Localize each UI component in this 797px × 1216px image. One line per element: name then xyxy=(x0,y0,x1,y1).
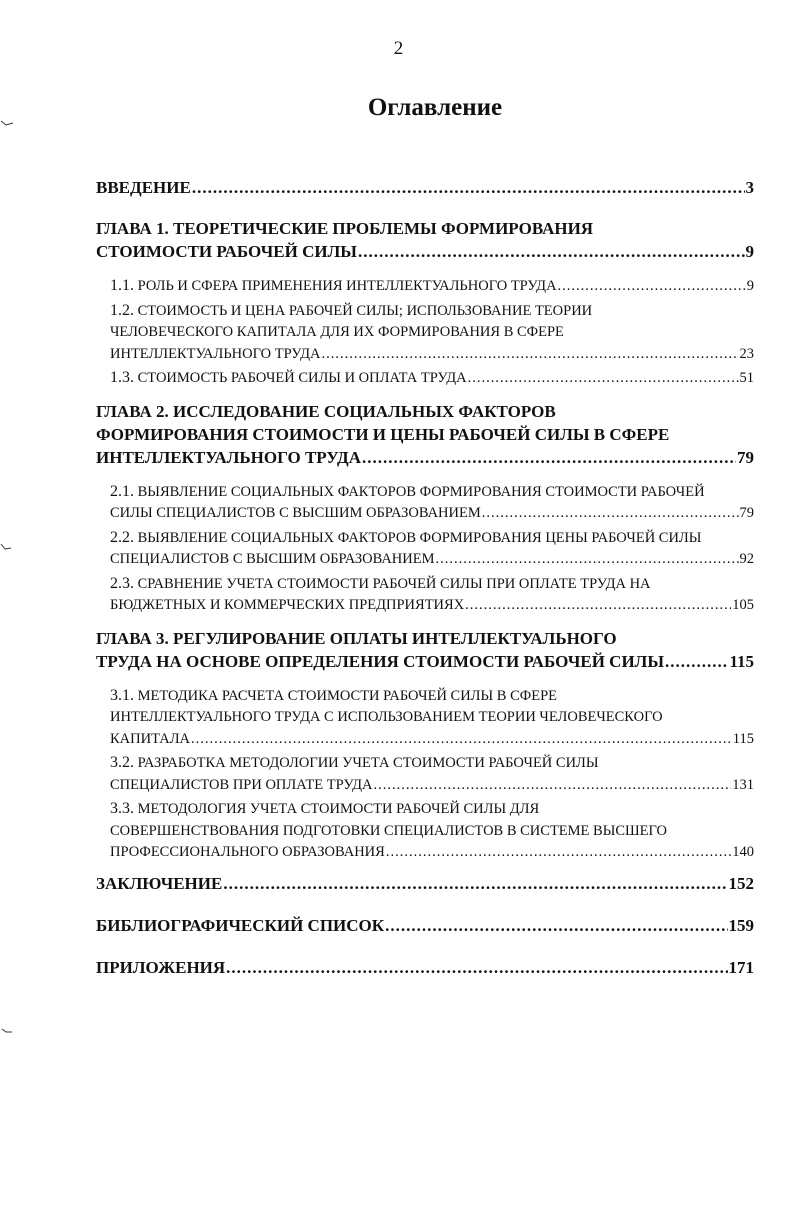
section-number: 1.2. xyxy=(110,301,134,319)
toc-entry-title-cont: ПРОФЕССИОНАЛЬНОГО ОБРАЗОВАНИЯ xyxy=(110,844,385,860)
toc-entry-title-cont: ФОРМИРОВАНИЯ СТОИМОСТИ И ЦЕНЫ РАБОЧЕЙ СИЛЫ В СФЕРЕ xyxy=(96,424,670,444)
toc-entry-title-cont: СТОИМОСТИ РАБОЧЕЙ СИЛЫ xyxy=(96,242,357,261)
leader-dots xyxy=(436,549,739,571)
leader-dots xyxy=(465,595,731,617)
toc-entry-chapter-1[interactable] xyxy=(96,217,754,263)
page-number: 2 xyxy=(393,38,404,59)
toc-entry-title: ВЫЯВЛЕНИЕ СОЦИАЛЬНЫХ ФАКТОРОВ ФОРМИРОВАНИЯ ЦЕНЫ РАБОЧЕЙ СИЛЫ xyxy=(137,529,702,546)
leader-dots xyxy=(374,775,732,797)
toc-page-number: 9 xyxy=(746,278,754,294)
toc-entry-section-2-2[interactable] xyxy=(96,527,754,571)
leader-dots xyxy=(192,176,745,199)
leader-dots xyxy=(386,842,731,864)
toc-page-number: 79 xyxy=(737,447,754,467)
toc-entry-title-cont: СПЕЦИАЛИСТОВ ПРИ ОПЛАТЕ ТРУДА xyxy=(110,776,373,793)
toc-page-number: 92 xyxy=(739,551,754,567)
toc-entry-title: ГЛАВА 3. РЕГУЛИРОВАНИЕ ОПЛАТЫ ИНТЕЛЛЕКТУАЛЬНОГО xyxy=(96,628,617,648)
toc-page-number: 159 xyxy=(728,915,754,935)
toc-entry-title-cont: ТРУДА НА ОСНОВЕ ОПРЕДЕЛЕНИЯ СТОИМОСТИ РАБОЧЕЙ СИЛЫ xyxy=(96,651,665,671)
toc-entry-conclusion[interactable] xyxy=(96,872,754,895)
leader-dots xyxy=(226,956,727,979)
toc-page-number: 3 xyxy=(745,178,754,197)
toc-page-number: 79 xyxy=(739,505,754,521)
leader-dots xyxy=(191,729,732,751)
section-number: 2.1. xyxy=(110,482,134,500)
page-title: Оглавление xyxy=(367,94,503,121)
toc-entry-title-cont: КАПИТАЛА xyxy=(110,730,190,747)
toc-page-number: 115 xyxy=(729,651,754,671)
toc-entry-title-cont: СОВЕРШЕНСТВОВАНИЯ ПОДГОТОВКИ СПЕЦИАЛИСТОВ В СИСТЕМЕ ВЫСШЕГО xyxy=(110,822,668,839)
toc-entry-title: РАЗРАБОТКА МЕТОДОЛОГИИ УЧЕТА СТОИМОСТИ РАБОЧЕЙ СИЛЫ xyxy=(137,755,599,771)
toc-entry-title: БИБЛИОГРАФИЧЕСКИЙ СПИСОК xyxy=(96,915,385,935)
toc-entry-title: ВВЕДЕНИЕ xyxy=(96,178,191,197)
toc-entry-title: МЕТОДИКА РАСЧЕТА СТОИМОСТИ РАБОЧЕЙ СИЛЫ В СФЕРЕ xyxy=(137,687,557,704)
toc-entry-title: СРАВНЕНИЕ УЧЕТА СТОИМОСТИ РАБОЧЕЙ СИЛЫ ПРИ ОПЛАТЕ ТРУДА НА xyxy=(137,575,651,592)
toc-entry-section-1-2[interactable] xyxy=(96,300,754,366)
toc-entry-title: РОЛЬ И СФЕРА ПРИМЕНЕНИЯ ИНТЕЛЛЕКТУАЛЬНОГО ТРУДА xyxy=(137,278,557,294)
toc-page-number: 9 xyxy=(745,242,754,261)
toc-entry-chapter-2[interactable] xyxy=(96,400,754,469)
leader-dots xyxy=(223,872,727,895)
toc-entry-title: ВЫЯВЛЕНИЕ СОЦИАЛЬНЫХ ФАКТОРОВ ФОРМИРОВАНИЯ СТОИМОСТИ РАБОЧЕЙ xyxy=(137,483,705,500)
leader-dots xyxy=(321,344,738,366)
toc-entry-title-cont: ИНТЕЛЛЕКТУАЛЬНОГО ТРУДА xyxy=(110,345,321,362)
toc-entry-title: ГЛАВА 2. ИССЛЕДОВАНИЕ СОЦИАЛЬНЫХ ФАКТОРОВ xyxy=(96,401,556,421)
toc-entry-appendix[interactable] xyxy=(96,956,754,979)
leader-dots xyxy=(558,276,746,298)
toc-entry-title: ПРИЛОЖЕНИЯ xyxy=(96,957,226,977)
toc-page-number: 152 xyxy=(728,873,754,893)
toc-entry-title-cont: ИНТЕЛЛЕКТУАЛЬНОГО ТРУДА С ИСПОЛЬЗОВАНИЕМ ТЕОРИИ ЧЕЛОВЕЧЕСКОГО xyxy=(110,709,663,725)
toc-entry-title: МЕТОДОЛОГИЯ УЧЕТА СТОИМОСТИ РАБОЧЕЙ СИЛЫ ДЛЯ xyxy=(137,801,540,817)
toc-page-number: 23 xyxy=(739,345,754,362)
toc-entry-bibliography[interactable] xyxy=(96,914,754,937)
toc-entry-title: ЗАКЛЮЧЕНИЕ xyxy=(96,873,223,893)
toc-entry-title-cont: БЮДЖЕТНЫХ И КОММЕРЧЕСКИХ ПРЕДПРИЯТИЯХ xyxy=(110,597,465,613)
toc-entry-intro[interactable] xyxy=(96,176,754,199)
section-number: 3.2. xyxy=(110,754,134,771)
toc-entry-chapter-3[interactable] xyxy=(96,627,754,673)
toc-page-number: 115 xyxy=(732,730,754,747)
toc-entry-section-2-3[interactable] xyxy=(96,573,754,617)
toc-page-number: 131 xyxy=(732,776,754,793)
section-number: 1.3. xyxy=(110,369,134,386)
leader-dots xyxy=(385,914,727,937)
leader-dots xyxy=(362,446,736,469)
toc-entry-title-cont: ЧЕЛОВЕЧЕСКОГО КАПИТАЛА ДЛЯ ИХ ФОРМИРОВАНИЯ В СФЕРЕ xyxy=(110,324,564,340)
toc-entry-section-3-1[interactable] xyxy=(96,685,754,751)
table-of-contents xyxy=(96,176,754,979)
scan-mark xyxy=(0,1026,14,1036)
leader-dots xyxy=(482,503,739,525)
toc-entry-title-cont: СПЕЦИАЛИСТОВ С ВЫСШИМ ОБРАЗОВАНИЕМ xyxy=(110,551,435,567)
section-number: 2.2. xyxy=(110,528,134,546)
toc-entry-title: ГЛАВА 1. ТЕОРЕТИЧЕСКИЕ ПРОБЛЕМЫ ФОРМИРОВАНИЯ xyxy=(96,219,594,238)
toc-entry-section-1-3[interactable] xyxy=(96,367,754,390)
toc-entry-section-3-3[interactable] xyxy=(96,798,754,864)
toc-entry-section-1-1[interactable] xyxy=(96,275,754,298)
toc-entry-section-3-2[interactable] xyxy=(96,752,754,796)
scan-mark xyxy=(0,542,14,552)
toc-entry-title-cont: ИНТЕЛЛЕКТУАЛЬНОГО ТРУДА xyxy=(96,447,361,467)
section-number: 2.3. xyxy=(110,574,134,592)
section-number: 3.1. xyxy=(110,686,134,704)
toc-entry-section-2-1[interactable] xyxy=(96,481,754,525)
toc-page-number: 105 xyxy=(732,597,754,613)
section-number: 1.1. xyxy=(110,277,134,294)
leader-dots xyxy=(468,368,739,390)
toc-entry-title-cont: СИЛЫ СПЕЦИАЛИСТОВ С ВЫСШИМ ОБРАЗОВАНИЕМ xyxy=(110,505,481,521)
toc-entry-title: СТОИМОСТЬ И ЦЕНА РАБОЧЕЙ СИЛЫ; ИСПОЛЬЗОВАНИЕ ТЕОРИИ xyxy=(137,302,593,319)
toc-page-number: 171 xyxy=(728,957,754,977)
leader-dots xyxy=(358,240,745,263)
section-number: 3.3. xyxy=(110,800,134,817)
toc-entry-title: СТОИМОСТЬ РАБОЧЕЙ СИЛЫ И ОПЛАТА ТРУДА xyxy=(137,370,467,386)
leader-dots xyxy=(665,650,728,673)
toc-page-number: 51 xyxy=(739,370,754,386)
toc-page-number: 140 xyxy=(732,844,754,860)
